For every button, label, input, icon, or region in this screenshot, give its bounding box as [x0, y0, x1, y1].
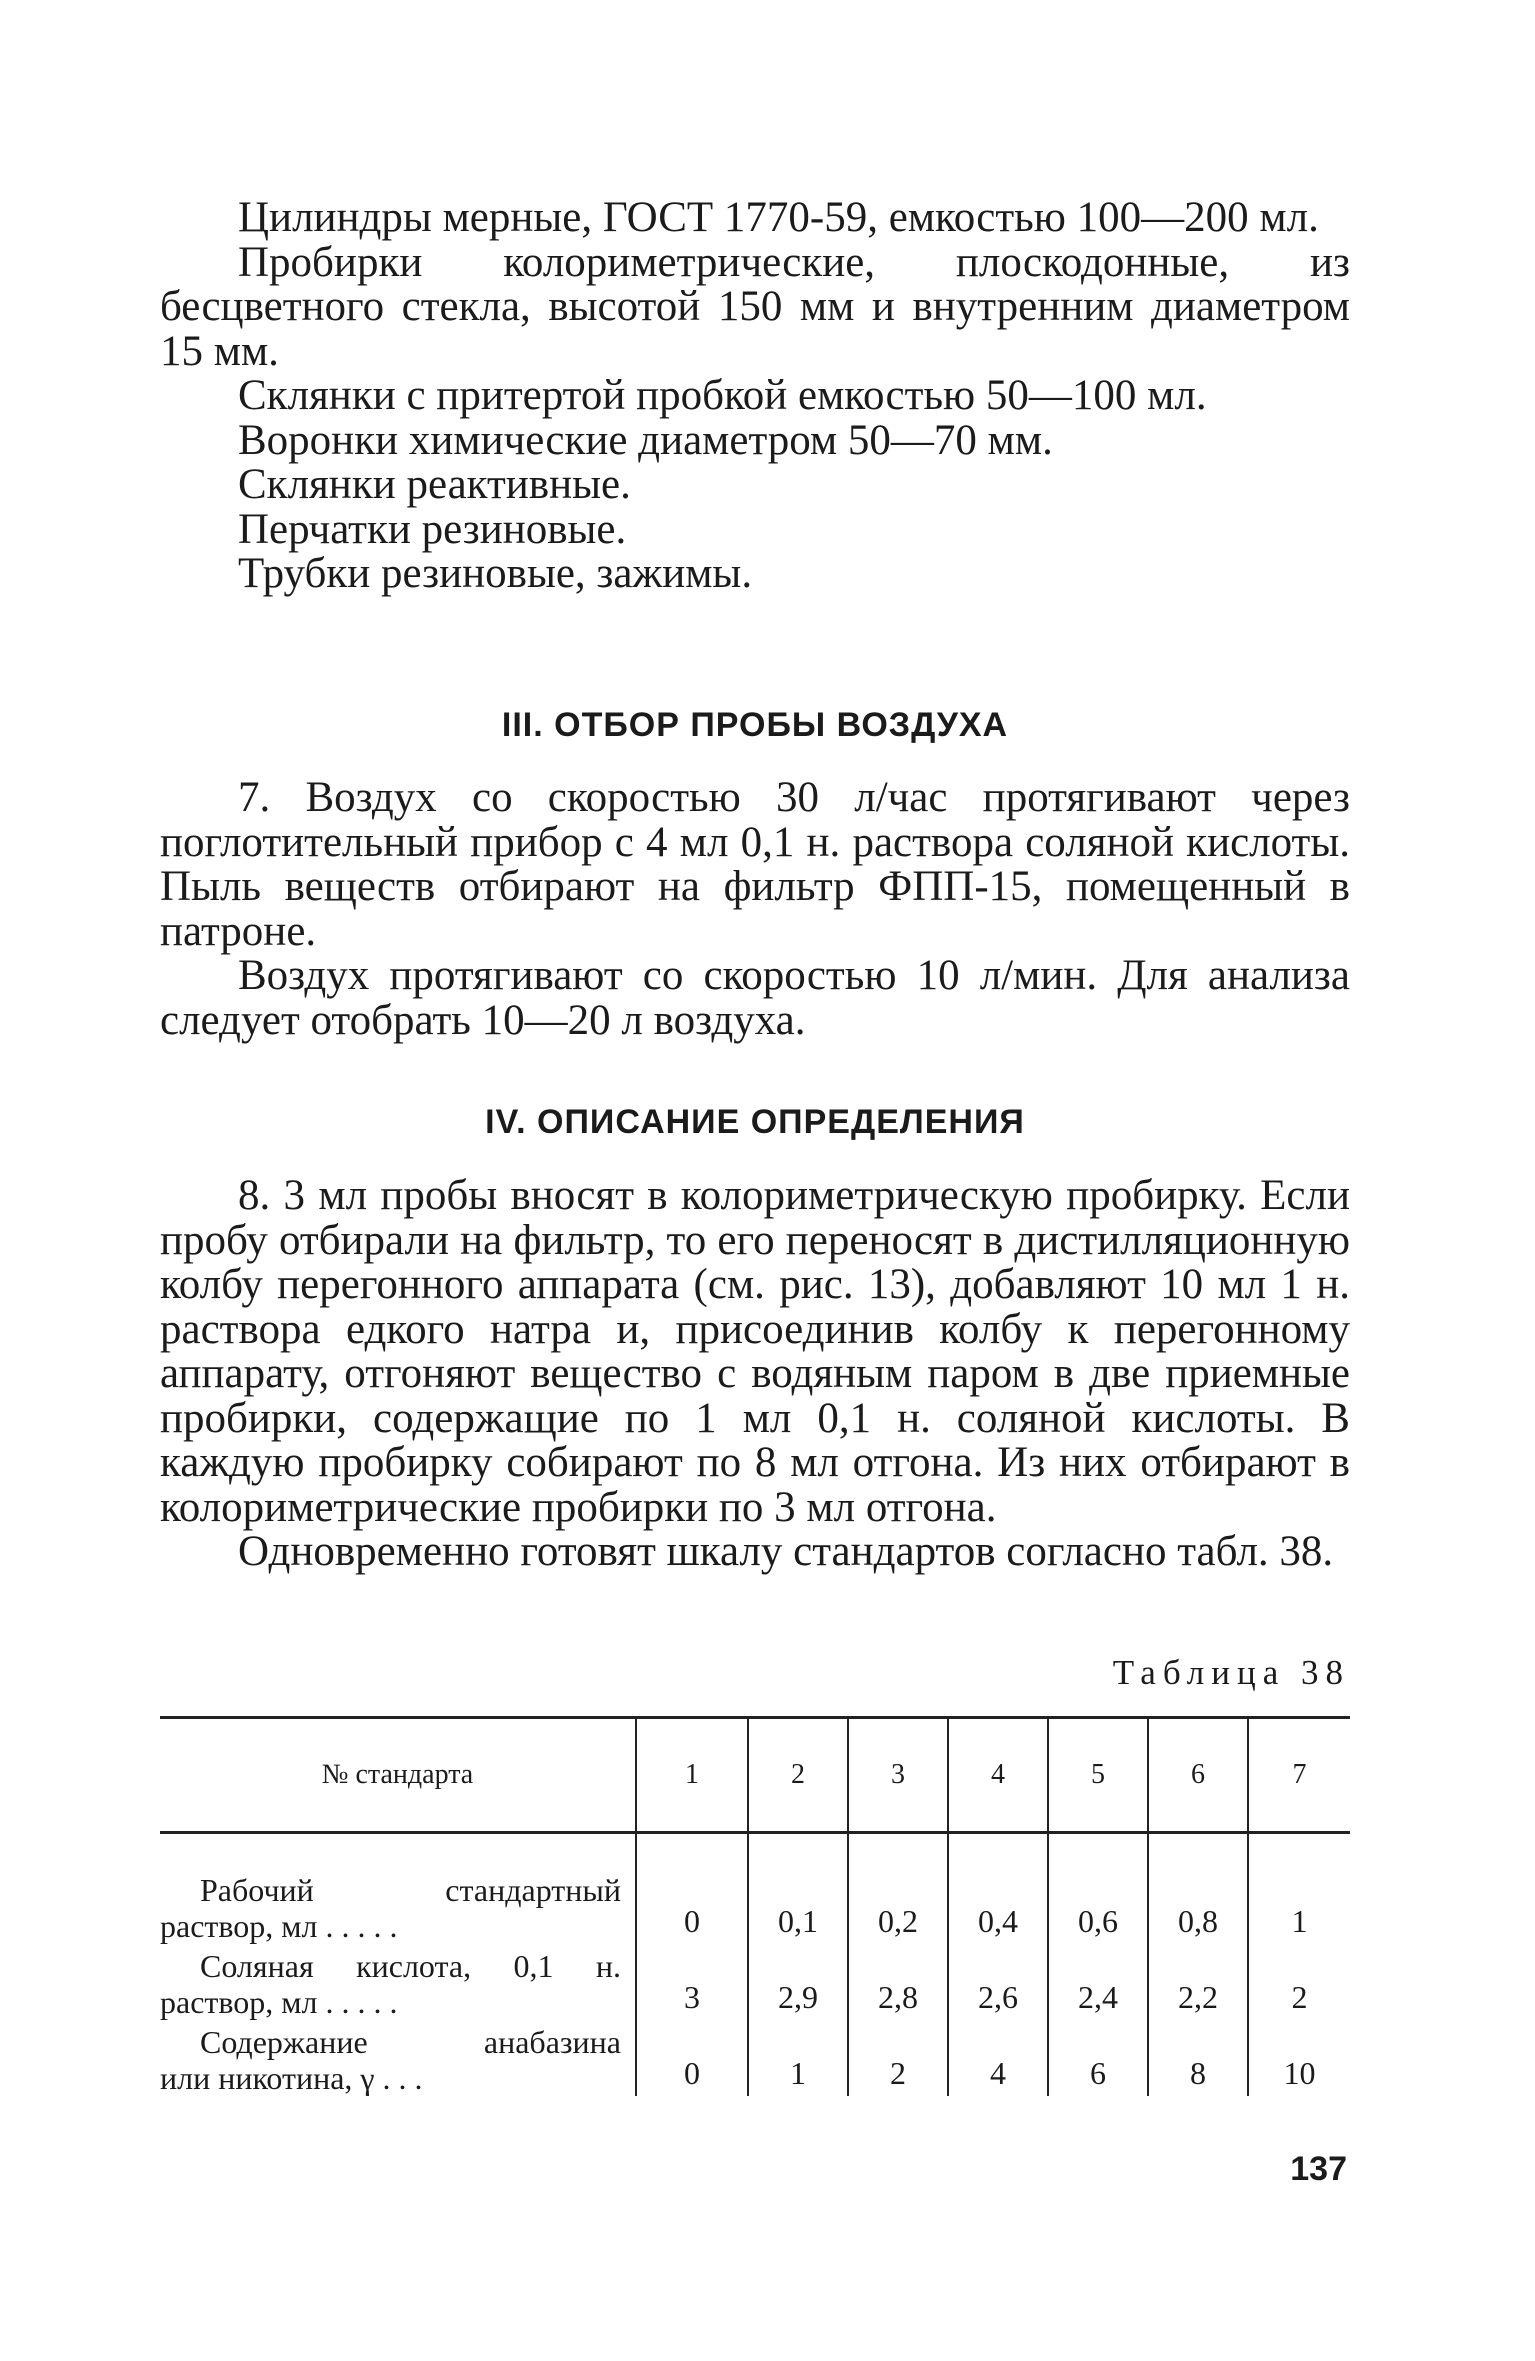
- table-cell: 2,9: [748, 1944, 848, 2020]
- table-cell: 3: [636, 1944, 748, 2020]
- row-label-line: Рабочий стандартный: [200, 1872, 621, 1908]
- table-cell: 1: [1248, 1833, 1350, 1945]
- paragraph: Воздух протягивают со скоростью 10 л/мин. Для анализа следует отобрать 10—20 л воздуха.: [160, 952, 1350, 1044]
- row-label: [160, 2020, 636, 2096]
- table-row: [160, 2020, 1350, 2096]
- column-header: 1: [636, 1718, 748, 1833]
- paragraph: Одновременно готовят шкалу стандартов согласно табл. 38.: [238, 1528, 1334, 1575]
- table-cell: 4: [948, 2020, 1048, 2096]
- section-3-body: [160, 776, 1350, 1043]
- paragraph: Воронки химические диаметром 50—70 мм.: [238, 416, 1053, 464]
- table-cell: 2,2: [1148, 1944, 1248, 2020]
- paragraph: Пробирки колориметрические, плоскодонные, из бесцветного стекла, высотой 150 мм и внутренним диаметром 15 мм.: [160, 238, 1350, 375]
- table-cell: 2,6: [948, 1944, 1048, 2020]
- table-cell: 1: [748, 2020, 848, 2096]
- table-row: [160, 1944, 1350, 2020]
- table-cell: 0: [636, 2020, 748, 2096]
- section-3-heading: III. ОТБОР ПРОБЫ ВОЗДУХА: [501, 706, 1009, 744]
- standards-table: [160, 1716, 1350, 2096]
- paragraph: Склянки реактивные.: [238, 461, 631, 508]
- row-label: [160, 1944, 636, 2020]
- paragraph: Перчатки резиновые.: [238, 505, 627, 553]
- paragraph: Цилиндры мерные, ГОСТ 1770-59, емкостью 100—200 мл.: [238, 194, 1319, 241]
- equipment-list: [160, 196, 1350, 597]
- paragraph: 7. Воздух со скоростью 30 л/час протягивают через поглотительный прибор с 4 мл 0,1 н. раствора соляной кислоты. Пыль веществ отбирают на фильтр ФПП-15, помещенный в патроне.: [160, 774, 1350, 955]
- section-4-heading: IV. ОПИСАНИЕ ОПРЕДЕЛЕНИЯ: [485, 1103, 1025, 1141]
- table-row: [160, 1833, 1350, 1945]
- table-cell: 2: [1248, 1944, 1350, 2020]
- section-4-body: [160, 1174, 1350, 1575]
- column-header: 7: [1248, 1718, 1350, 1833]
- column-header: 5: [1048, 1718, 1148, 1833]
- table-cell: 10: [1248, 2020, 1350, 2096]
- table-cell: 2,8: [848, 1944, 948, 2020]
- column-header: 4: [948, 1718, 1048, 1833]
- row-label-line: раствор, мл . . . . .: [160, 1908, 398, 1944]
- table-header-row: [160, 1718, 1350, 1833]
- column-header: 3: [848, 1718, 948, 1833]
- table-cell: 0,8: [1148, 1833, 1248, 1945]
- row-label-line: Содержание анабазина: [200, 2024, 621, 2060]
- paragraph: Трубки резиновые, зажимы.: [238, 550, 753, 597]
- page-number: 137: [1290, 2150, 1347, 2188]
- table-cell: 2,4: [1048, 1944, 1148, 2020]
- row-label-line: раствор, мл . . . . .: [160, 1984, 398, 2020]
- table-cell: 0,1: [748, 1833, 848, 1945]
- column-header: 6: [1148, 1718, 1248, 1833]
- table-cell: 8: [1148, 2020, 1248, 2096]
- paragraph: Склянки с притертой пробкой емкостью 50—100 мл.: [238, 372, 1207, 419]
- table-caption: Таблица 38: [1112, 1653, 1350, 1692]
- table-cell: 0,4: [948, 1833, 1048, 1945]
- table-cell: 2: [848, 2020, 948, 2096]
- table-cell: 6: [1048, 2020, 1148, 2096]
- column-header: 2: [748, 1718, 848, 1833]
- paragraph: 8. 3 мл пробы вносят в колориметрическую пробирку. Если пробу отбирали на фильтр, то его переносят в дистилляционную колбу перегонного аппарата (см. рис. 13), добавляют 10 мл 1 н. раствора едкого натра и, присоединив колбу к перегонному аппарату, отгоняют вещество с водяным паром в две приемные пробирки, содержащие по 1 мл 0,1 н. соляной кислоты. В каждую пробирку собирают по 8 мл отгона. Из них отбирают в колориметрические пробирки по 3 мл отгона.: [160, 1172, 1350, 1531]
- row-label: [160, 1833, 636, 1945]
- table-header-label: № стандарта: [160, 1718, 636, 1833]
- row-label-line: или никотина, γ . . .: [160, 2060, 423, 2096]
- table-cell: 0,2: [848, 1833, 948, 1945]
- table-cell: 0: [636, 1833, 748, 1945]
- table-cell: 0,6: [1048, 1833, 1148, 1945]
- row-label-line: Соляная кислота, 0,1 н.: [200, 1948, 621, 1984]
